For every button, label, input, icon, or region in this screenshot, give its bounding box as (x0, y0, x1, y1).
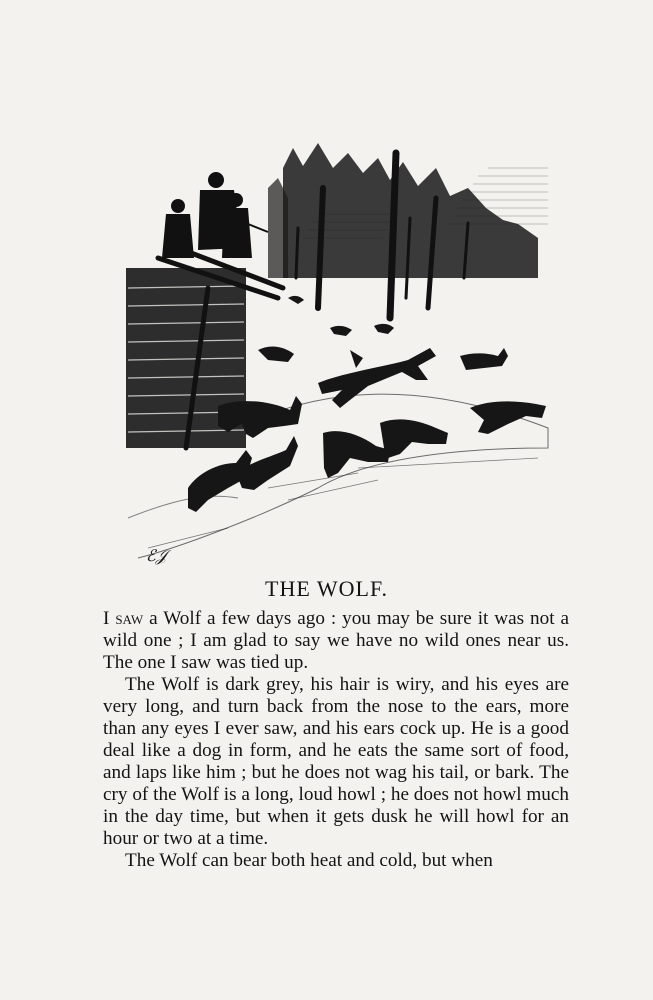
paragraph-1 (103, 608, 569, 674)
page-title: THE WOLF. (265, 576, 388, 601)
paragraph-1-text: a Wolf a few days ago : you may be sure it was not a wild one ; I am glad to say we have no wild ones near us. The one I saw was tied up. (103, 608, 570, 673)
engraving-drawing (118, 128, 554, 578)
artist-monogram: ℰ𝒥 (146, 548, 167, 565)
body-text (103, 608, 569, 872)
paragraph-3: The Wolf can bear both heat and cold, but when (125, 850, 493, 871)
wolf-pack-engraving (118, 128, 554, 578)
paragraph-2: The Wolf is dark grey, his hair is wiry, and his eyes are very long, and turn back from the nose to the ears, more than any eyes I ever saw, and his ears cock up. He is a good deal like a dog in form, and he eats the same sort of food, and laps like him ; but he does not wag his tail, or bark. The cry of the Wolf is a long, loud howl ; he does not howl much in the day time, but when it gets dusk he will howl for an hour or two at a time. (103, 674, 569, 849)
lead-letter: I (103, 608, 110, 629)
lead-word: saw (115, 608, 144, 629)
